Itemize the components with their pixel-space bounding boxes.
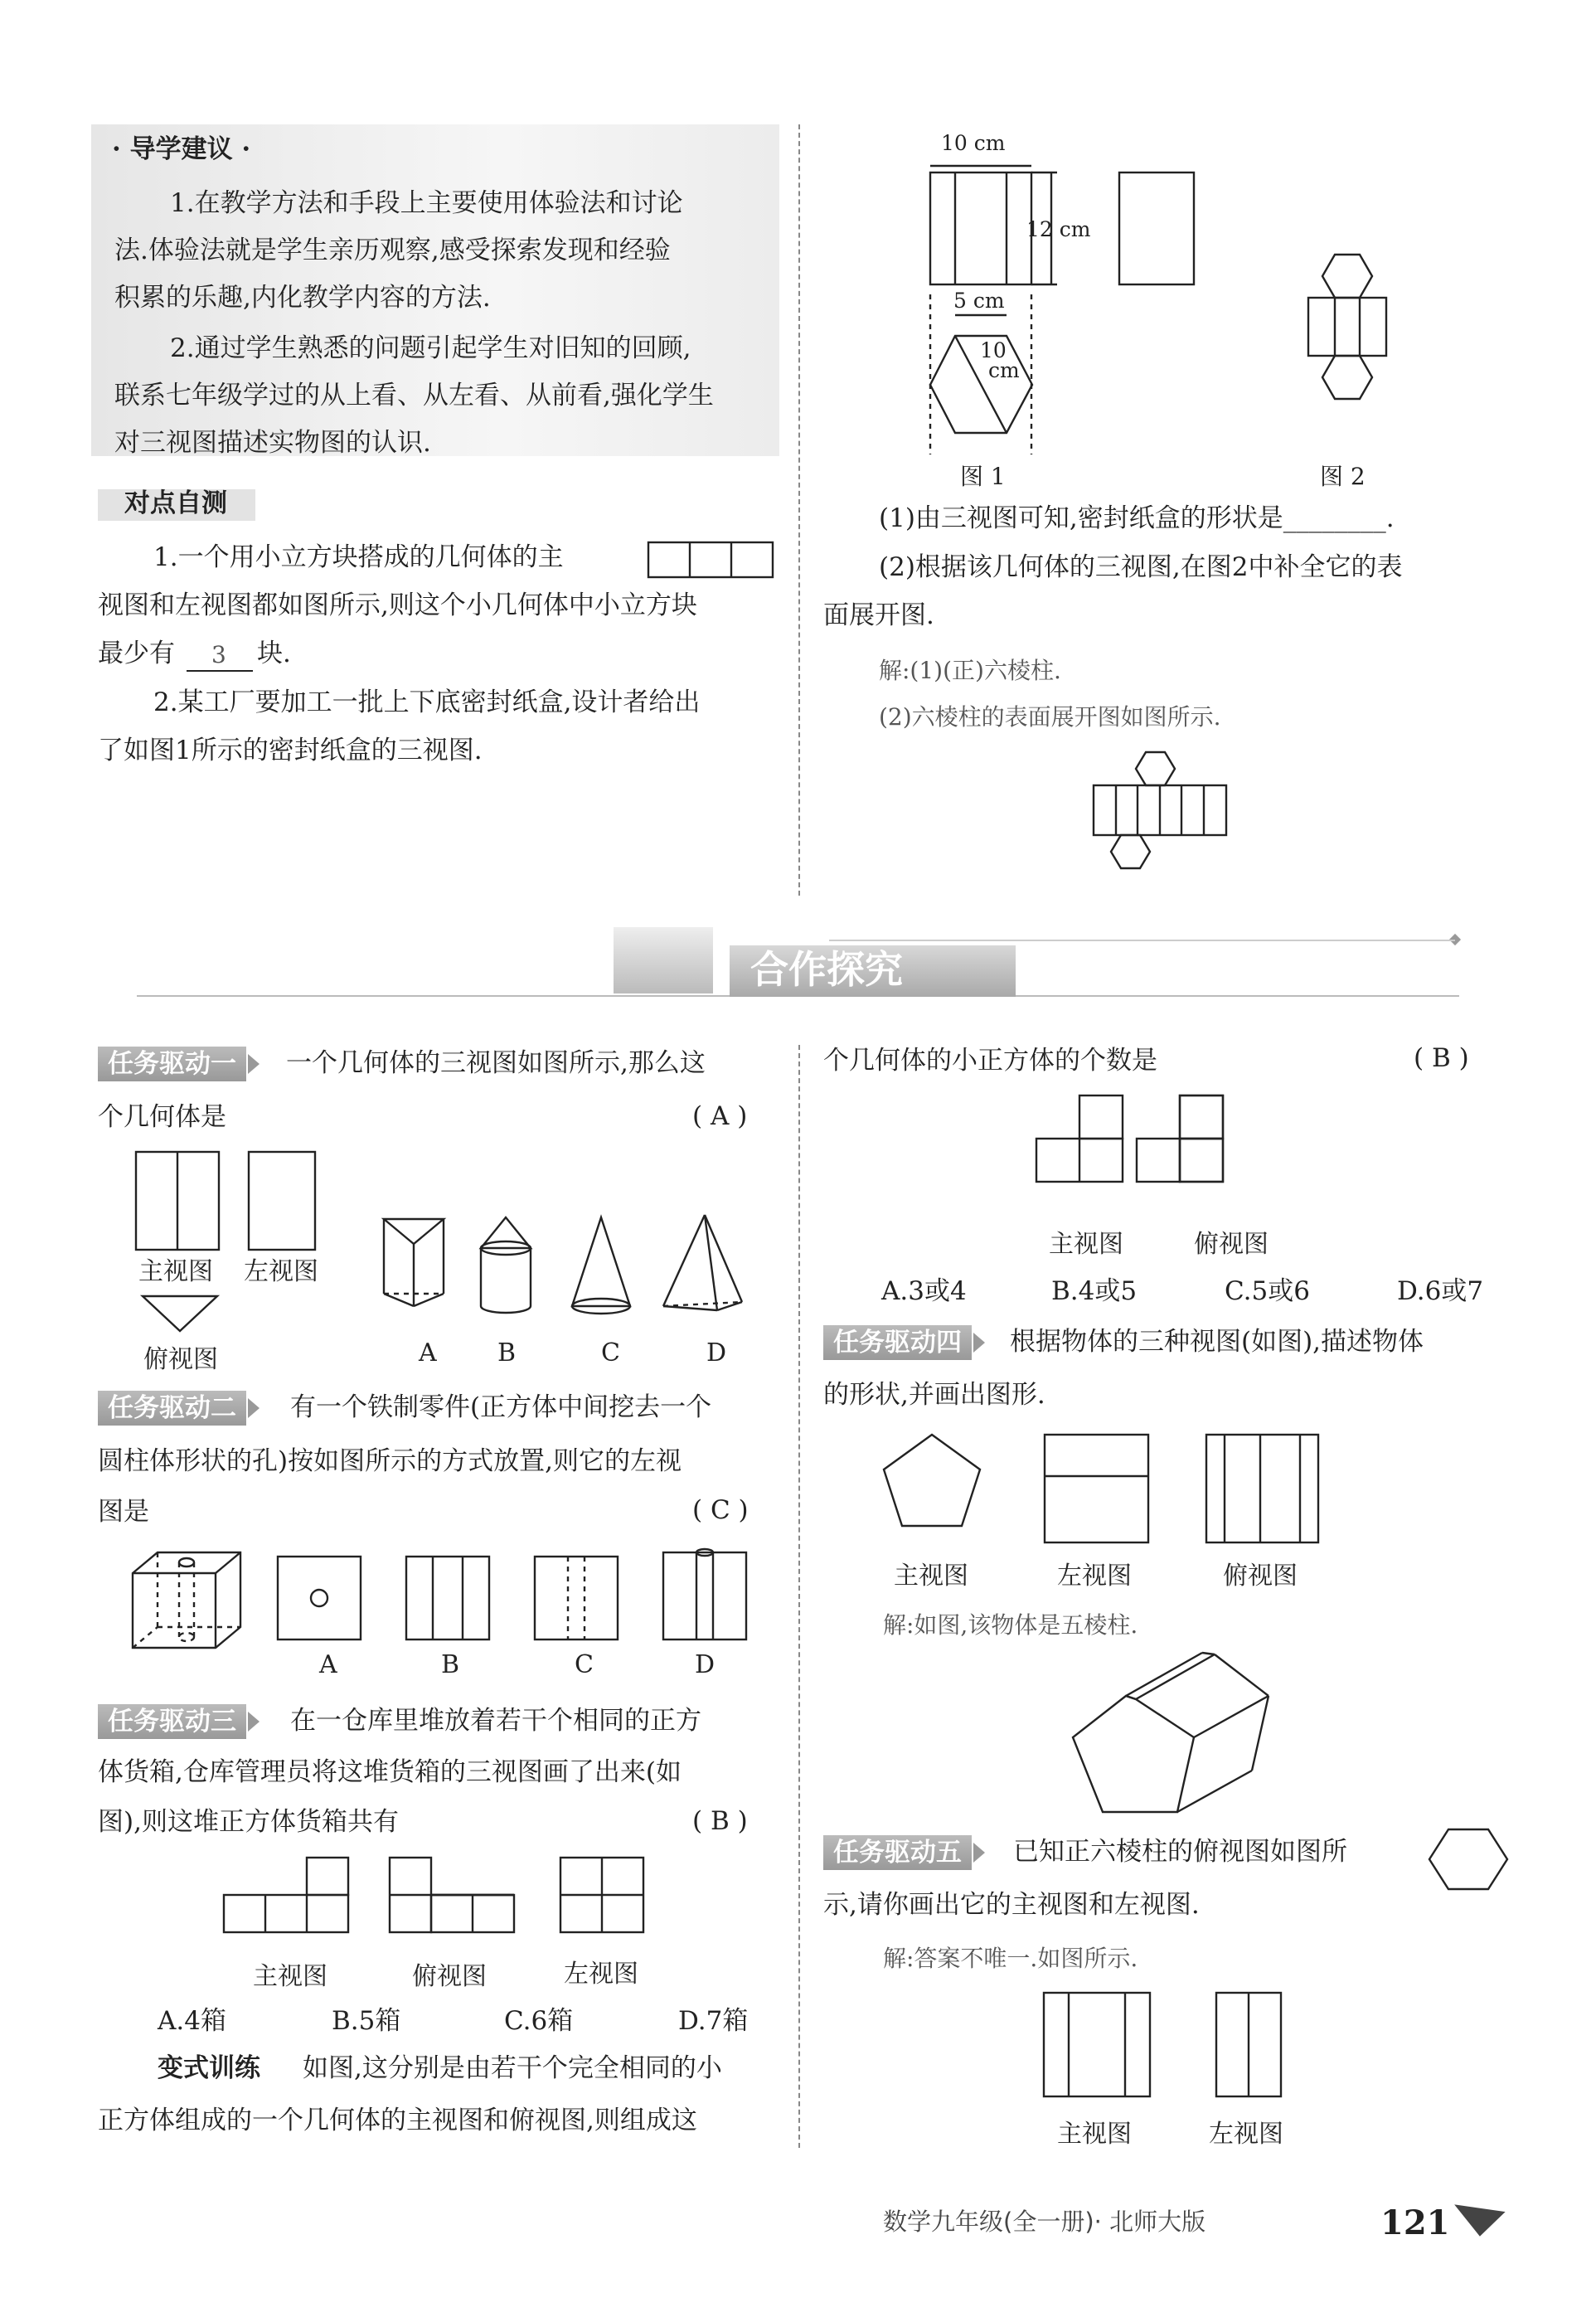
- q2-l1: 2.某工厂要加工一批上下底密封纸盒,设计者给出: [153, 687, 701, 717]
- guide-p1-l3: 积累的乐趣,内化教学内容的方法.: [114, 283, 491, 313]
- page-number: 121: [1380, 2203, 1450, 2242]
- q1-l1: 1.一个用小立方块搭成的几何体的主: [153, 542, 564, 572]
- guide-p1-l1: 1.在教学方法和手段上主要使用体验法和讨论: [170, 188, 683, 218]
- fig1-diag-label: 10: [980, 338, 1007, 362]
- task4-left-label: 左视图: [1057, 1562, 1132, 1591]
- variant-l2: 正方体组成的一个几何体的主视图和俯视图,则组成这: [98, 2106, 697, 2135]
- variant-l1: 如图,这分别是由若干个完全相同的小: [303, 2053, 722, 2083]
- task1-option-d: D: [706, 1338, 727, 1367]
- variant-l3: 个几何体的小正方体的个数是: [823, 1046, 1157, 1076]
- task2-option-a: A: [319, 1650, 337, 1679]
- task2-l1: 有一个铁制零件(正方体中间挖去一个: [290, 1392, 712, 1422]
- q2-part2-l1: (2)根据该几何体的三视图,在图2中补全它的表: [879, 552, 1403, 582]
- task2-badge: 任务驱动二: [98, 1391, 246, 1426]
- task3-l1: 在一仓库里堆放着若干个相同的正方: [290, 1706, 701, 1736]
- task1-l1: 一个几何体的三视图如图所示,那么这: [286, 1048, 706, 1078]
- q1-answer-blank: [187, 670, 253, 672]
- variant-title: 变式训练: [158, 2053, 260, 2083]
- task5-badge: 任务驱动五: [823, 1835, 972, 1870]
- task4-pentagonal-prism: [1070, 1646, 1285, 1820]
- task4-views: [879, 1426, 1327, 1551]
- guide-p2-l1: 2.通过学生熟悉的问题引起学生对旧知的回顾,: [170, 333, 691, 363]
- task4-front-label: 主视图: [894, 1562, 968, 1591]
- task2-l3: 图是: [98, 1497, 149, 1527]
- q2-hexagonal-prism-net: [1090, 751, 1231, 875]
- q1-l3a: 最少有: [98, 639, 175, 668]
- guide-p2-l3: 对三视图描述实物图的认识.: [114, 428, 431, 458]
- q1-l2: 视图和左视图都如图所示,则这个小几何体中小立方块: [98, 590, 697, 620]
- section-title: 合作探究: [750, 947, 903, 992]
- variant-views: [1035, 1091, 1275, 1207]
- task4-top-label: 俯视图: [1223, 1562, 1298, 1591]
- task4-l1: 根据物体的三种视图(如图),描述物体: [1010, 1327, 1424, 1357]
- column-divider-bottom: [798, 1045, 800, 2148]
- task1-l2: 个几何体是: [98, 1102, 226, 1132]
- task5-l1: 已知正六棱柱的俯视图如图所: [1013, 1837, 1347, 1867]
- task2-option-b: B: [441, 1650, 460, 1679]
- task3-l3: 图),则这堆正方体货箱共有: [98, 1807, 399, 1837]
- task5-views: [1041, 1986, 1298, 2102]
- footer-book-title: 数学九年级(全一册)· 北师大版: [883, 2208, 1206, 2236]
- variant-choice-a: A.3或4: [881, 1276, 967, 1306]
- fig1-width-label: 10 cm: [941, 131, 1006, 155]
- task4-l2: 的形状,并画出图形.: [823, 1380, 1045, 1410]
- task3-left-label: 左视图: [564, 1960, 638, 1989]
- task1-options: [377, 1211, 759, 1319]
- variant-choice-b: B.4或5: [1051, 1276, 1138, 1306]
- q2-l2: 了如图1所示的密封纸盒的三视图.: [98, 736, 483, 765]
- task3-choice-d: D.7箱: [678, 2006, 749, 2036]
- section-rule-upper: [829, 940, 1455, 941]
- variant-top-label: 俯视图: [1194, 1230, 1269, 1259]
- task3-choice-a: A.4箱: [158, 2006, 226, 2036]
- variant-choice-c: C.5或6: [1225, 1276, 1310, 1306]
- q2-solution-2: (2)六棱柱的表面展开图如图所示.: [879, 703, 1221, 731]
- task2-figures: [133, 1544, 763, 1652]
- fig1-side-label: 5 cm: [953, 289, 1005, 313]
- task3-choice-c: C.6箱: [504, 2006, 574, 2036]
- task3-front-label: 主视图: [253, 1962, 327, 1991]
- guide-header: · 导学建议 ·: [112, 134, 251, 164]
- task3-views: [222, 1853, 653, 1936]
- task3-top-label: 俯视图: [412, 1962, 487, 1991]
- fig2-caption: 图 2: [1320, 463, 1366, 490]
- task5-front-label: 主视图: [1057, 2120, 1132, 2149]
- task1-option-b: B: [497, 1338, 517, 1367]
- task5-left-label: 左视图: [1209, 2120, 1283, 2149]
- fig1-height-label: 12 cm: [1026, 217, 1091, 241]
- q1-view-figure: [647, 541, 775, 580]
- bird-logo-icon: [1455, 2198, 1505, 2239]
- task2-answer: ( C ): [692, 1495, 749, 1525]
- task4-solution: 解:如图,该物体是五棱柱.: [883, 1611, 1138, 1639]
- task5-hexagon-top-view: [1428, 1826, 1511, 1892]
- q1-l3b: 块.: [257, 639, 291, 668]
- task1-option-a: A: [419, 1338, 437, 1367]
- task1-front-label: 主视图: [138, 1257, 213, 1286]
- section-icon: [614, 927, 713, 993]
- variant-answer: ( B ): [1414, 1043, 1469, 1073]
- task2-l2: 圆柱体形状的孔)按如图所示的方式放置,则它的左视: [98, 1446, 682, 1476]
- variant-choice-d: D.6或7: [1397, 1276, 1484, 1306]
- task1-views: [133, 1149, 323, 1339]
- guide-p1-l2: 法.体验法就是学生亲历观察,感受探索发现和经验: [114, 236, 671, 265]
- task2-option-c: C: [575, 1650, 594, 1679]
- fig2-unfinished-net: [1302, 253, 1393, 427]
- variant-front-label: 主视图: [1049, 1230, 1123, 1259]
- task1-option-c: C: [601, 1338, 620, 1367]
- task4-badge: 任务驱动四: [823, 1325, 972, 1360]
- task1-left-label: 左视图: [244, 1257, 318, 1286]
- fig1-three-views: [920, 133, 1219, 498]
- column-divider-top: [798, 124, 800, 896]
- task1-top-label: 俯视图: [143, 1345, 218, 1374]
- task5-l2: 示,请你画出它的主视图和左视图.: [823, 1890, 1200, 1920]
- q2-part2-l2: 面展开图.: [823, 600, 934, 630]
- guide-p2-l2: 联系七年级学过的从上看、从左看、从前看,强化学生: [114, 381, 714, 410]
- q2-solution-1: 解:(1)(正)六棱柱.: [879, 657, 1061, 684]
- task1-badge: 任务驱动一: [98, 1047, 246, 1081]
- task3-choice-b: B.5箱: [332, 2006, 401, 2036]
- task3-badge: 任务驱动三: [98, 1704, 246, 1739]
- fig1-diag-unit: cm: [988, 358, 1020, 382]
- fig1-caption: 图 1: [960, 463, 1006, 490]
- selftest-header: 对点自测: [124, 488, 227, 518]
- task1-answer: ( A ): [692, 1101, 748, 1131]
- q1-answer: 3: [211, 641, 226, 668]
- task3-l2: 体货箱,仓库管理员将这堆货箱的三视图画了出来(如: [98, 1757, 682, 1787]
- task5-solution: 解:答案不唯一.如图所示.: [883, 1945, 1138, 1972]
- task2-option-d: D: [695, 1650, 716, 1679]
- q2-part1: (1)由三视图可知,密封纸盒的形状是________.: [879, 503, 1395, 533]
- task3-answer: ( B ): [692, 1806, 748, 1836]
